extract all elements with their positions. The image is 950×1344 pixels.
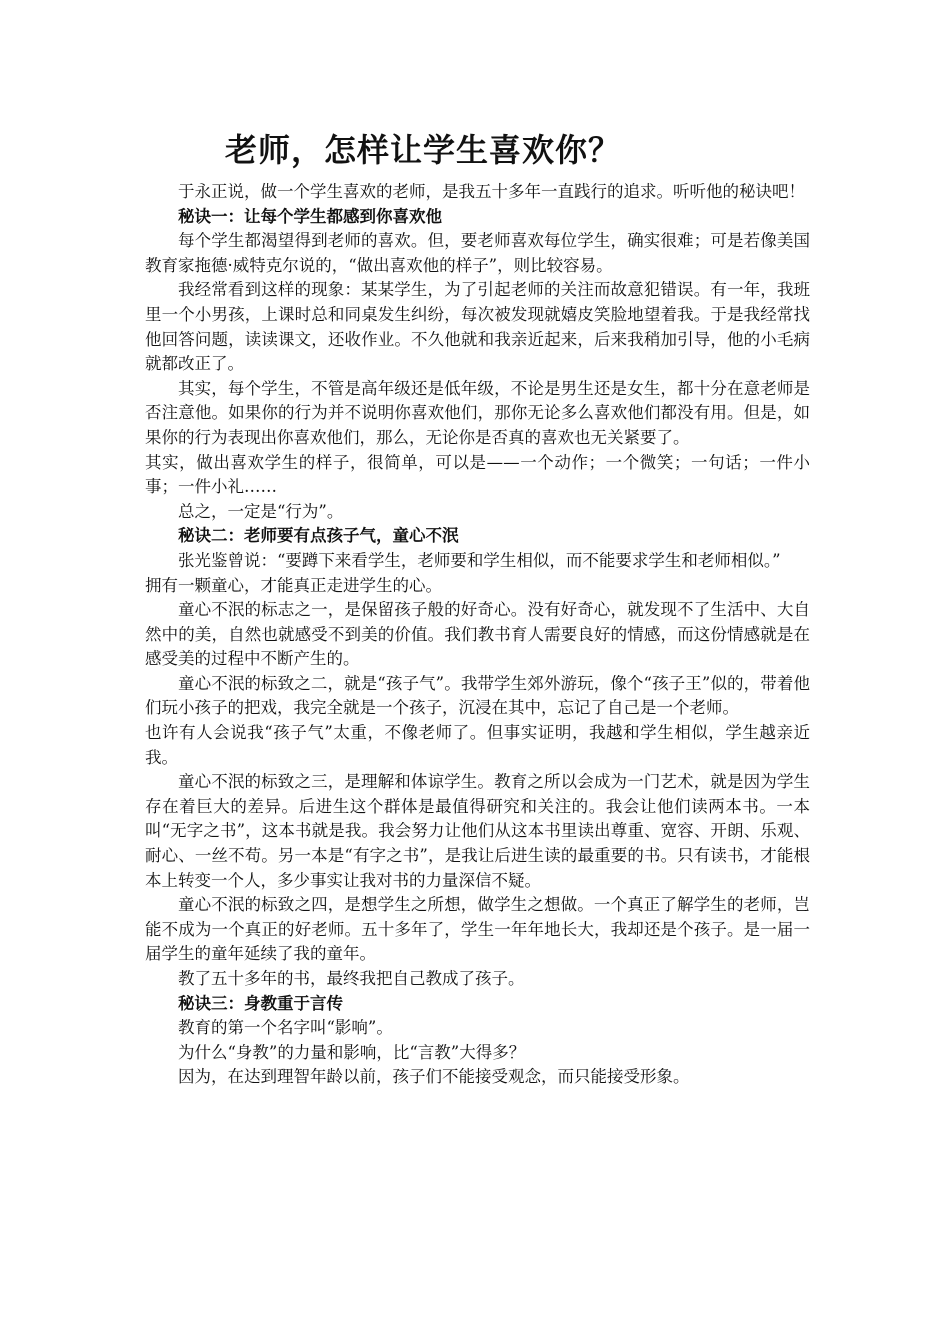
paragraph: 也许有人会说我“孩子气”太重，不像老师了。但事实证明，我越和学生相似，学生越亲近我。	[145, 723, 810, 767]
paragraph: 童心不泯的标致之三，是理解和体谅学生。教育之所以会成为一门艺术，就是因为学生存在着巨大的差异。后进生这个群体是最值得研究和关注的。我会让他们读两本书。一本叫“无字之书”，这本书就是我。我会努力让他们从这本书里读出尊重、宽容、开朗、乐观、耐心、一丝不苟。另一本是“有字之书”，是我让后进生读的最重要的书。只有读书，才能根本上转变一个人，多少事实让我对书的力量深信不疑。	[145, 772, 810, 890]
section-heading: 秘诀三：身教重于言传	[178, 993, 343, 1013]
paragraph: 总之，一定是“行为”。	[178, 501, 344, 521]
paragraph: 童心不泯的标志之一，是保留孩子般的好奇心。没有好奇心，就发现不了生活中、大自然中的美，自然也就感受不到美的价值。我们教书育人需要良好的情感，而这份情感就是在感受美的过程中不断产生的。	[145, 600, 810, 669]
paragraph: 其实，每个学生，不管是高年级还是低年级，不论是男生还是女生，都十分在意老师是否注意他。如果你的行为并不说明你喜欢他们，那你无论多么喜欢他们都没有用。但是，如果你的行为表现出你喜欢他们，那么，无论你是否真的喜欢也无关紧要了。	[145, 378, 810, 447]
paragraph: 因为，在达到理智年龄以前，孩子们不能接受观念，而只能接受形象。	[178, 1067, 690, 1087]
section-heading: 秘诀二：老师要有点孩子气，童心不泯	[178, 526, 459, 546]
paragraph: 童心不泯的标致之四，是想学生之所想，做学生之想做。一个真正了解学生的老师，岂能不成为一个真正的好老师。五十多年了，学生一年年地长大，我却还是个孩子。是一届一届学生的童年延续了我的童年。	[145, 895, 810, 964]
document-body	[145, 180, 810, 1090]
section-heading: 秘诀一：让每个学生都感到你喜欢他	[178, 206, 442, 226]
paragraph: 我经常看到这样的现象：某某学生，为了引起老师的关注而故意犯错误。有一年，我班里一个小男孩，上课时总和同桌发生纠纷，每次被发现就嬉皮笑脸地望着我。于是我经常找他回答问题，读读课文，还收作业。不久他就和我亲近起来，后来我稍加引导，他的小毛病就都改正了。	[145, 280, 810, 374]
paragraph: 教了五十多年的书，最终我把自己教成了孩子。	[178, 969, 525, 988]
document-title: 老师，怎样让学生喜欢你？	[225, 131, 622, 169]
paragraph: 为什么“身教”的力量和影响，比“言教”大得多？	[178, 1042, 526, 1062]
paragraph: 张光鉴曾说：“要蹲下来看学生，老师要和学生相似，而不能要求学生和老师相似。”	[178, 550, 781, 570]
paragraph: 每个学生都渴望得到老师的喜欢。但，要老师喜欢每位学生，确实很难；可是若像美国教育家拖德·威特克尔说的，“做出喜欢他的样子”，则比较容易。	[145, 231, 810, 275]
paragraph: 拥有一颗童心，才能真正走进学生的心。	[145, 575, 442, 595]
paragraph: 教育的第一个名字叫“影响”。	[178, 1018, 393, 1038]
paragraph: 其实，做出喜欢学生的样子，很简单，可以是——一个动作；一个微笑；一句话；一件小事；一件小礼……	[145, 452, 810, 497]
document-page	[145, 124, 810, 1090]
paragraph: 童心不泯的标致之二，就是“孩子气”。我带学生郊外游玩，像个“孩子王”似的，带着他们玩小孩子的把戏，我完全就是一个孩子，沉浸在其中，忘记了自己是一个老师。	[145, 673, 810, 718]
paragraph: 于永正说，做一个学生喜欢的老师，是我五十多年一直践行的追求。听听他的秘诀吧！	[178, 182, 805, 201]
